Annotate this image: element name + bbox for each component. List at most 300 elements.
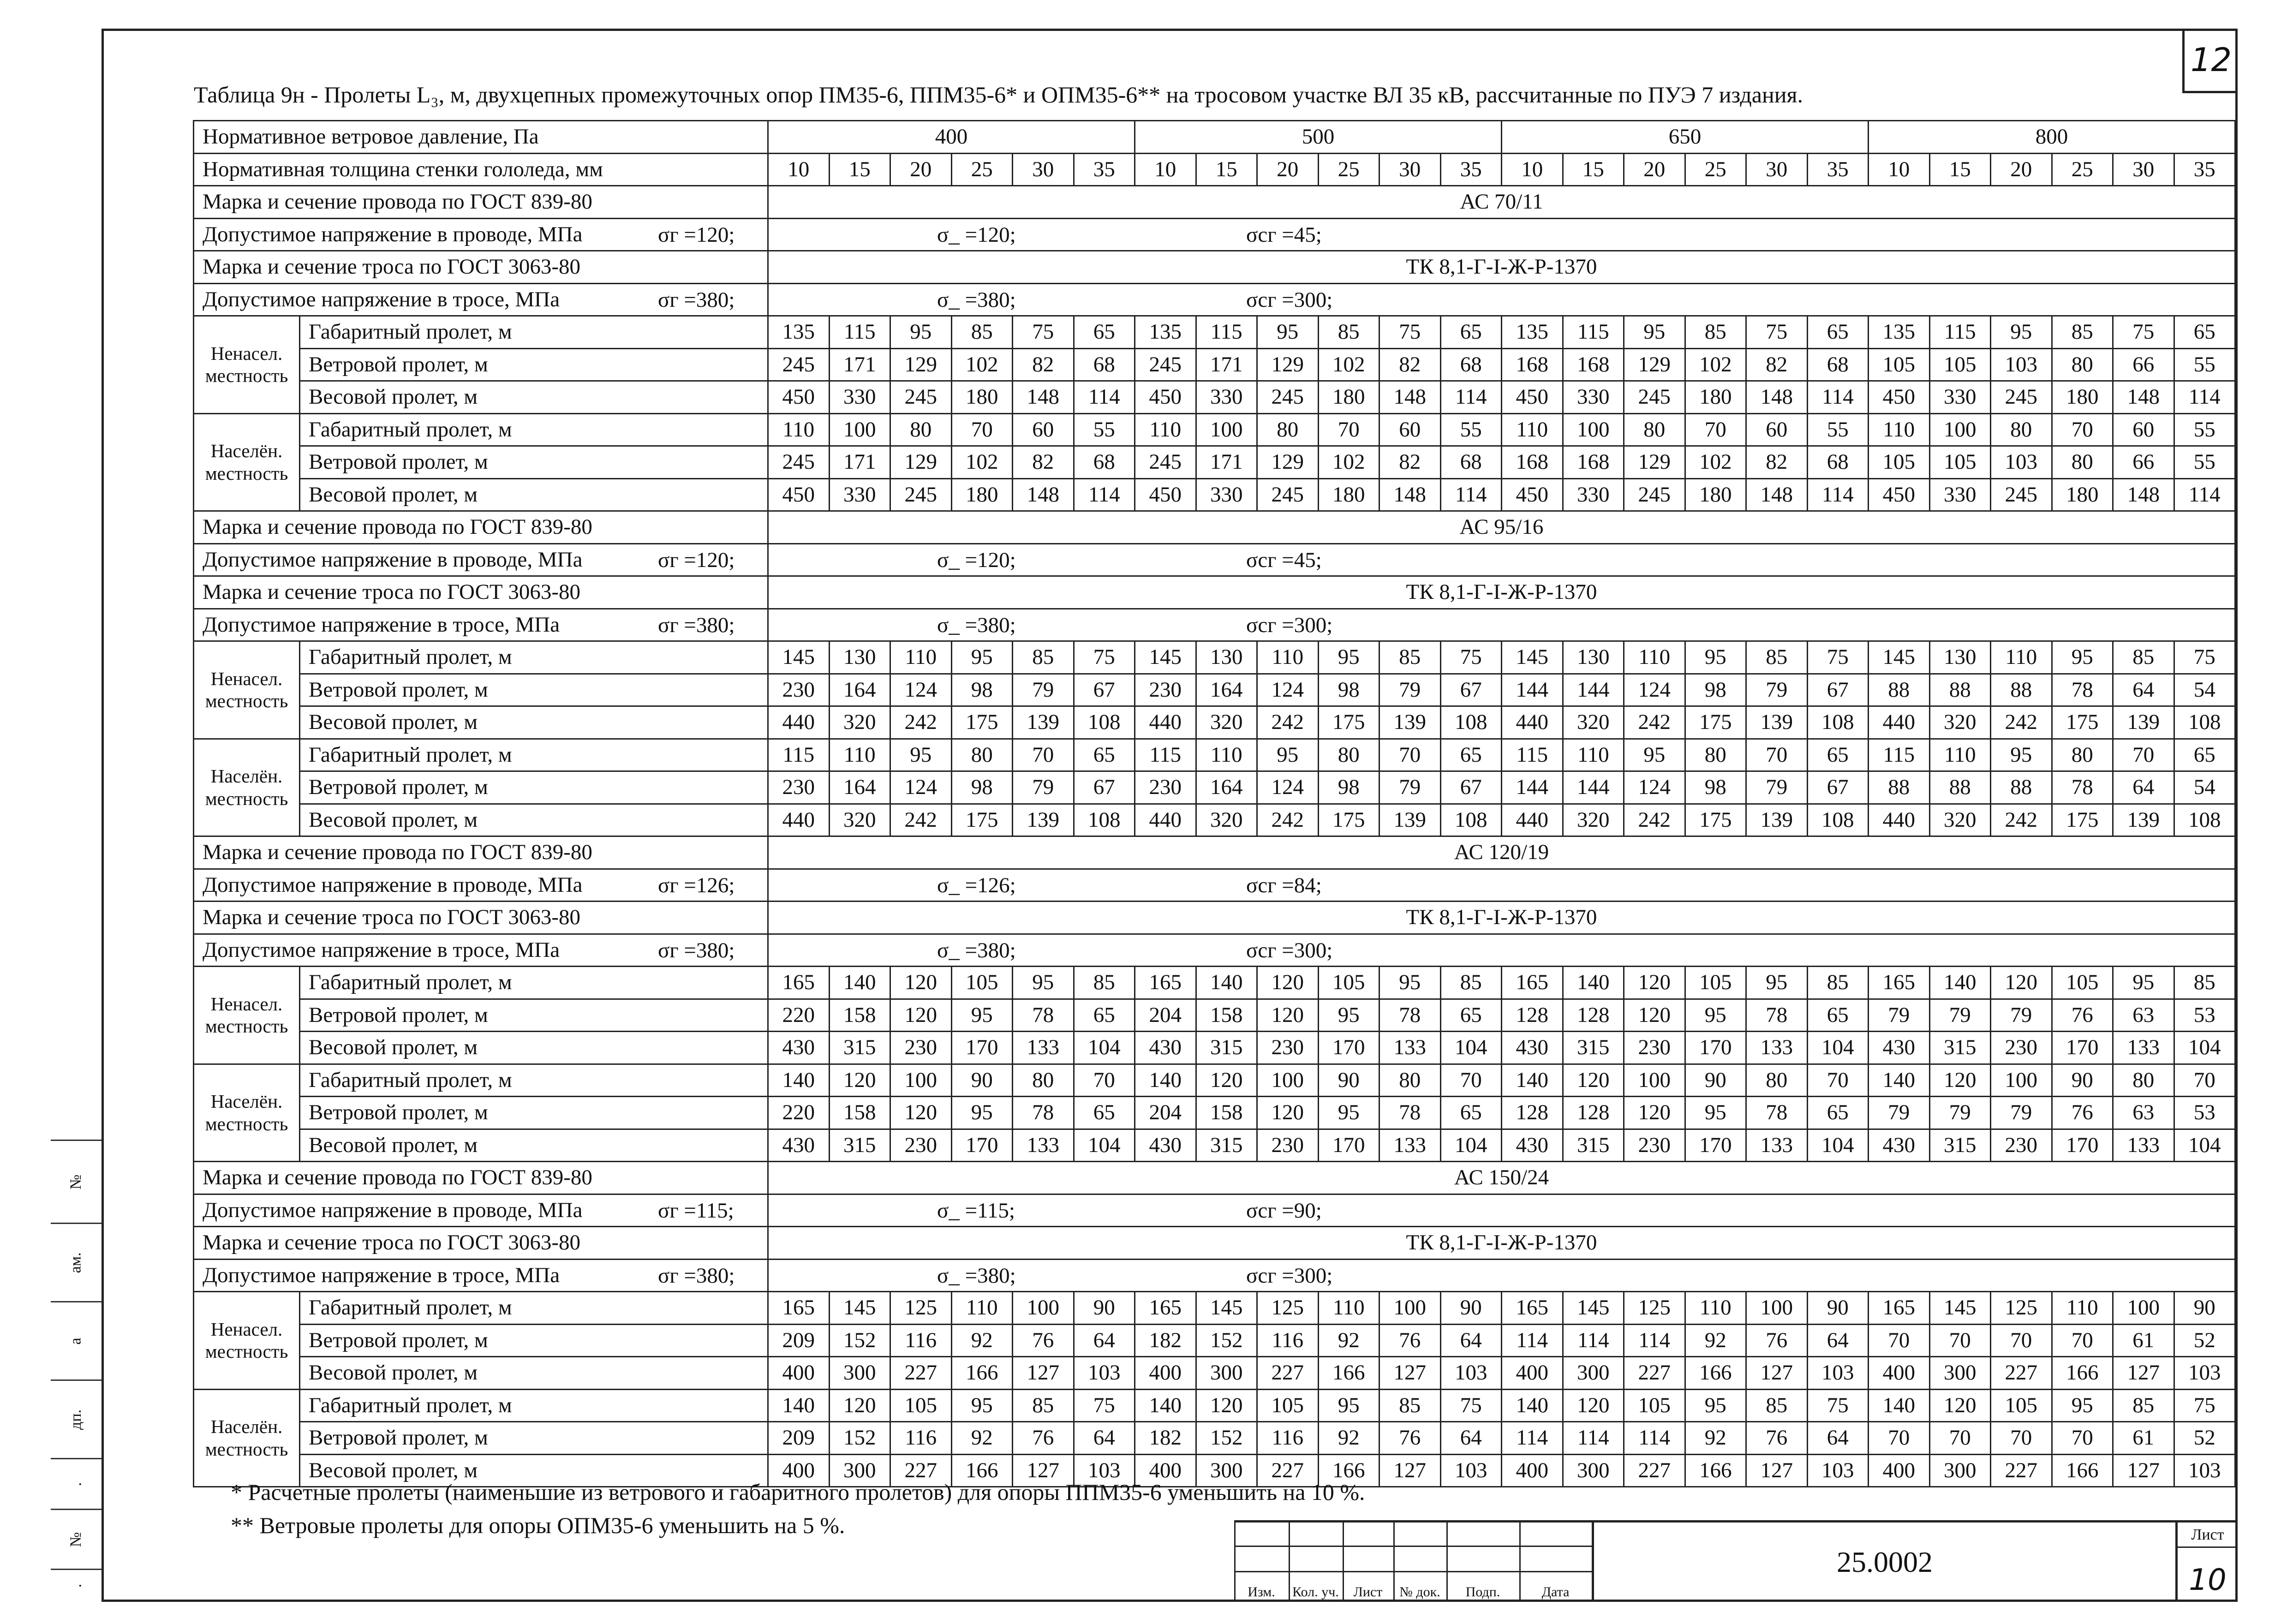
span-value: 79: [1929, 999, 1991, 1032]
span-value: 79: [1869, 1097, 1930, 1129]
span-value: 171: [1196, 348, 1257, 381]
span-value: 140: [1869, 1064, 1930, 1097]
span-value: 164: [829, 771, 890, 804]
span-value: 110: [1685, 1292, 1746, 1325]
span-value: 148: [1746, 381, 1808, 414]
span-row: [194, 413, 2235, 446]
span-value: 180: [951, 381, 1013, 414]
span-value: 245: [890, 381, 952, 414]
span-value: 65: [2174, 739, 2235, 771]
span-value: 76: [1013, 1324, 1074, 1357]
span-value: 148: [1379, 478, 1441, 511]
span-value: 100: [1624, 1064, 1685, 1097]
span-value: 68: [1074, 348, 1135, 381]
span-value: 100: [1196, 413, 1257, 446]
span-value: 227: [1624, 1357, 1685, 1390]
span-value: 70: [2052, 1422, 2113, 1455]
span-type-label: Ветровой пролет, м: [300, 1097, 768, 1129]
span-value: 102: [951, 446, 1013, 479]
span-value: 227: [890, 1357, 952, 1390]
span-row: [194, 674, 2235, 706]
cable-grade-row: [194, 902, 2235, 934]
span-value: 108: [2174, 804, 2235, 836]
stress-value: σсг =84;: [1246, 873, 1322, 898]
footnote: ** Ветровые пролеты для опоры ОПМ35-6 уменьшить на 5 %.: [231, 1512, 845, 1538]
wind-pressure-value: 650: [1502, 121, 1869, 154]
span-value: 230: [1135, 674, 1196, 706]
span-value: 114: [1502, 1324, 1563, 1357]
span-value: 103: [1074, 1454, 1135, 1487]
span-value: 130: [829, 641, 890, 674]
span-type-label: Габаритный пролет, м: [300, 1389, 768, 1422]
span-value: 400: [1869, 1454, 1930, 1487]
span-value: 139: [1379, 804, 1441, 836]
stress-value: σ_ =380;: [937, 613, 1016, 638]
span-value: 127: [2113, 1357, 2174, 1390]
ice-thickness-value: 25: [951, 153, 1013, 186]
span-value: 65: [1440, 739, 1502, 771]
span-value: 140: [1869, 1389, 1930, 1422]
span-value: 100: [1257, 1064, 1319, 1097]
wire-grade-row: [194, 1162, 2235, 1194]
ice-thickness-value: 10: [1869, 153, 1930, 186]
span-value: 125: [1991, 1292, 2052, 1325]
span-value: 100: [829, 413, 890, 446]
span-value: 55: [1807, 413, 1869, 446]
span-value: 79: [1746, 771, 1808, 804]
span-value: 114: [1074, 381, 1135, 414]
span-value: 116: [1257, 1324, 1319, 1357]
span-value: 98: [1685, 674, 1746, 706]
span-value: 85: [1379, 641, 1441, 674]
span-value: 68: [1440, 348, 1502, 381]
span-value: 140: [1502, 1389, 1563, 1422]
span-type-label: Весовой пролет, м: [300, 478, 768, 511]
span-value: 90: [1685, 1064, 1746, 1097]
span-value: 70: [2113, 739, 2174, 771]
span-value: 400: [1502, 1357, 1563, 1390]
span-value: 242: [1257, 804, 1319, 836]
span-value: 105: [1929, 446, 1991, 479]
span-value: 430: [1135, 1032, 1196, 1064]
ice-thickness-value: 20: [1991, 153, 2052, 186]
span-value: 88: [1929, 674, 1991, 706]
margin-cell: [51, 1223, 102, 1301]
span-type-label: Ветровой пролет, м: [300, 999, 768, 1032]
span-value: 108: [1807, 706, 1869, 739]
span-value: 148: [1746, 478, 1808, 511]
span-value: 65: [1807, 999, 1869, 1032]
span-value: 75: [1807, 1389, 1869, 1422]
span-value: 85: [1807, 967, 1869, 999]
span-value: 158: [829, 1097, 890, 1129]
span-value: 60: [1379, 413, 1441, 446]
span-value: 129: [890, 446, 952, 479]
span-row: [194, 1097, 2235, 1129]
cable-grade-row: [194, 576, 2235, 609]
span-value: 165: [1135, 1292, 1196, 1325]
span-value: 230: [768, 771, 830, 804]
span-value: 152: [829, 1422, 890, 1455]
span-value: 90: [1807, 1292, 1869, 1325]
span-value: 108: [1074, 804, 1135, 836]
span-value: 64: [1440, 1422, 1502, 1455]
span-value: 52: [2174, 1324, 2235, 1357]
span-value: 135: [1135, 316, 1196, 349]
span-value: 68: [1440, 446, 1502, 479]
span-value: 227: [890, 1454, 952, 1487]
span-value: 430: [1502, 1032, 1563, 1064]
span-value: 60: [2113, 413, 2174, 446]
span-value: 67: [1440, 674, 1502, 706]
span-value: 80: [1746, 1064, 1808, 1097]
ice-thickness-value: 30: [1746, 153, 1808, 186]
span-value: 95: [1257, 739, 1319, 771]
span-value: 133: [1013, 1129, 1074, 1162]
span-value: 64: [1807, 1422, 1869, 1455]
span-value: 95: [1318, 999, 1379, 1032]
span-value: 320: [1563, 706, 1624, 739]
span-value: 102: [1685, 348, 1746, 381]
span-value: 103: [1807, 1454, 1869, 1487]
span-value: 242: [1257, 706, 1319, 739]
span-value: 76: [2052, 999, 2113, 1032]
span-value: 171: [1196, 446, 1257, 479]
span-value: 300: [829, 1357, 890, 1390]
span-row: [194, 706, 2235, 739]
span-value: 129: [1624, 348, 1685, 381]
area-type-label: Населён. местность: [194, 1064, 300, 1162]
span-value: 120: [1624, 967, 1685, 999]
span-value: 124: [1624, 674, 1685, 706]
margin-label: .: [67, 1482, 84, 1486]
span-value: 114: [2174, 381, 2235, 414]
span-value: 67: [1807, 674, 1869, 706]
span-value: 120: [1196, 1389, 1257, 1422]
span-value: 110: [1257, 641, 1319, 674]
span-value: 104: [1807, 1032, 1869, 1064]
stress-value: σг =120;: [658, 223, 735, 247]
span-value: 145: [1196, 1292, 1257, 1325]
span-type-label: Габаритный пролет, м: [300, 641, 768, 674]
span-value: 158: [829, 999, 890, 1032]
span-value: 95: [1624, 316, 1685, 349]
span-type-label: Габаритный пролет, м: [300, 413, 768, 446]
span-value: 80: [890, 413, 952, 446]
area-type-label: Населён. местность: [194, 739, 300, 836]
span-value: 108: [1074, 706, 1135, 739]
span-value: 120: [1257, 967, 1319, 999]
span-value: 430: [1869, 1129, 1930, 1162]
span-value: 63: [2113, 999, 2174, 1032]
span-value: 175: [1318, 706, 1379, 739]
sheet-cell: [2175, 1522, 2238, 1602]
span-value: 108: [1807, 804, 1869, 836]
span-value: 135: [1502, 316, 1563, 349]
span-value: 300: [1196, 1357, 1257, 1390]
span-value: 110: [1563, 739, 1624, 771]
cable-stress-row: [194, 934, 2235, 967]
cable-grade-label: Марка и сечение троса по ГОСТ 3063-80: [194, 902, 768, 934]
wire-stress-row: [194, 543, 2235, 576]
span-value: 140: [1929, 967, 1991, 999]
span-value: 144: [1502, 674, 1563, 706]
span-value: 90: [1318, 1064, 1379, 1097]
span-value: 105: [1929, 348, 1991, 381]
span-row: [194, 478, 2235, 511]
wire-stress-label: Допустимое напряжение в проводе, МПа: [194, 1194, 768, 1227]
span-value: 245: [1991, 381, 2052, 414]
span-value: 65: [1074, 1097, 1135, 1129]
span-value: 180: [1685, 478, 1746, 511]
margin-cell: [51, 1458, 102, 1509]
span-value: 129: [1257, 446, 1319, 479]
span-value: 82: [1013, 446, 1074, 479]
span-value: 120: [1929, 1389, 1991, 1422]
span-value: 400: [768, 1357, 830, 1390]
span-value: 164: [1196, 674, 1257, 706]
span-value: 165: [768, 1292, 830, 1325]
span-value: 320: [1196, 706, 1257, 739]
span-value: 164: [829, 674, 890, 706]
ice-thickness-value: 30: [1013, 153, 1074, 186]
cable-grade-row: [194, 251, 2235, 284]
span-value: 400: [1135, 1454, 1196, 1487]
span-value: 170: [1318, 1129, 1379, 1162]
span-value: 75: [2113, 316, 2174, 349]
span-value: 148: [2113, 478, 2174, 511]
span-value: 70: [1013, 739, 1074, 771]
span-row: [194, 381, 2235, 414]
span-value: 130: [1929, 641, 1991, 674]
span-value: 164: [1196, 771, 1257, 804]
cable-grade-value: ТК 8,1-Г-I-Ж-Р-1370: [768, 251, 2235, 284]
ice-thickness-value: 35: [1074, 153, 1135, 186]
span-value: 53: [2174, 999, 2235, 1032]
span-value: 79: [1746, 674, 1808, 706]
span-value: 115: [768, 739, 830, 771]
span-value: 139: [1746, 804, 1808, 836]
span-value: 148: [2113, 381, 2174, 414]
span-value: 330: [1929, 381, 1991, 414]
span-value: 98: [1318, 674, 1379, 706]
span-value: 70: [1991, 1324, 2052, 1357]
span-value: 65: [1074, 999, 1135, 1032]
span-value: 105: [1685, 967, 1746, 999]
span-value: 67: [1807, 771, 1869, 804]
span-value: 152: [829, 1324, 890, 1357]
stress-values: [658, 283, 2235, 316]
span-value: 80: [2052, 446, 2113, 479]
span-value: 80: [2052, 739, 2113, 771]
span-value: 85: [1746, 641, 1808, 674]
span-value: 95: [1991, 739, 2052, 771]
span-value: 124: [1257, 674, 1319, 706]
margin-cell: [51, 1140, 102, 1223]
span-value: 70: [2052, 413, 2113, 446]
span-value: 70: [1869, 1324, 1930, 1357]
stress-value: σг =380;: [658, 288, 735, 312]
span-value: 128: [1563, 1097, 1624, 1129]
span-value: 85: [1318, 316, 1379, 349]
cable-grade-row: [194, 1227, 2235, 1260]
stress-value: σ_ =126;: [937, 873, 1016, 898]
span-value: 230: [1135, 771, 1196, 804]
span-value: 98: [951, 771, 1013, 804]
span-value: 75: [1074, 1389, 1135, 1422]
span-value: 139: [1013, 706, 1074, 739]
span-row: [194, 739, 2235, 771]
span-value: 166: [2052, 1357, 2113, 1390]
wire-grade-value: АС 150/24: [768, 1162, 2235, 1194]
span-value: 88: [1929, 771, 1991, 804]
span-value: 144: [1502, 771, 1563, 804]
span-value: 70: [1685, 413, 1746, 446]
cable-grade-label: Марка и сечение троса по ГОСТ 3063-80: [194, 1227, 768, 1260]
span-value: 300: [1563, 1454, 1624, 1487]
span-value: 129: [1257, 348, 1319, 381]
span-value: 103: [1440, 1454, 1502, 1487]
span-value: 105: [1869, 348, 1930, 381]
stress-value: σг =126;: [658, 873, 735, 898]
span-value: 100: [1746, 1292, 1808, 1325]
span-value: 171: [829, 348, 890, 381]
stress-value: σ_ =380;: [937, 288, 1016, 312]
span-value: 108: [2174, 706, 2235, 739]
span-value: 242: [1624, 804, 1685, 836]
span-value: 135: [768, 316, 830, 349]
span-value: 102: [951, 348, 1013, 381]
stress-value: σ_ =380;: [937, 938, 1016, 963]
span-value: 105: [1624, 1389, 1685, 1422]
span-value: 128: [1502, 999, 1563, 1032]
span-value: 166: [951, 1357, 1013, 1390]
span-value: 85: [1013, 641, 1074, 674]
span-value: 120: [1929, 1064, 1991, 1097]
span-value: 80: [1257, 413, 1319, 446]
span-value: 170: [2052, 1129, 2113, 1162]
cable-stress-row: [194, 283, 2235, 316]
span-value: 166: [2052, 1454, 2113, 1487]
span-value: 145: [1869, 641, 1930, 674]
span-value: 148: [1013, 381, 1074, 414]
margin-cell: [51, 1301, 102, 1379]
span-value: 124: [890, 674, 952, 706]
span-value: 330: [829, 478, 890, 511]
sheet-label: Лист: [2178, 1526, 2238, 1548]
cable-stress-label: Допустимое напряжение в тросе, МПа: [194, 934, 768, 967]
ice-thickness-value: 15: [829, 153, 890, 186]
ice-thickness-value: 30: [2113, 153, 2174, 186]
span-value: 170: [2052, 1032, 2113, 1064]
span-value: 70: [951, 413, 1013, 446]
stress-value: σсг =300;: [1246, 288, 1333, 312]
span-value: 242: [1991, 804, 2052, 836]
span-value: 90: [951, 1064, 1013, 1097]
span-type-label: Габаритный пролет, м: [300, 1064, 768, 1097]
span-value: 79: [1013, 674, 1074, 706]
span-value: 430: [1502, 1129, 1563, 1162]
span-value: 140: [768, 1389, 830, 1422]
span-type-label: Ветровой пролет, м: [300, 674, 768, 706]
wind-pressure-value: 800: [1869, 121, 2235, 154]
span-value: 145: [829, 1292, 890, 1325]
span-value: 320: [1929, 706, 1991, 739]
stress-value: σ_ =120;: [937, 548, 1016, 573]
span-value: 315: [829, 1129, 890, 1162]
ice-thickness-value: 25: [1318, 153, 1379, 186]
wire-grade-value: АС 120/19: [768, 836, 2235, 869]
ice-thickness-label: Нормативная толщина стенки гололеда, мм: [194, 153, 768, 186]
span-value: 430: [1135, 1129, 1196, 1162]
span-value: 115: [1929, 316, 1991, 349]
cable-grade-label: Марка и сечение троса по ГОСТ 3063-80: [194, 251, 768, 284]
span-value: 114: [1807, 381, 1869, 414]
span-value: 330: [1563, 381, 1624, 414]
span-value: 139: [1013, 804, 1074, 836]
span-value: 114: [1807, 478, 1869, 511]
span-value: 65: [1807, 739, 1869, 771]
span-value: 140: [829, 967, 890, 999]
span-value: 400: [768, 1454, 830, 1487]
title-block: [1234, 1520, 2238, 1602]
span-value: 330: [1196, 478, 1257, 511]
span-value: 145: [768, 641, 830, 674]
span-value: 127: [1379, 1454, 1441, 1487]
stamp-col-label: Изм.: [1248, 1584, 1275, 1600]
ice-thickness-value: 20: [1257, 153, 1319, 186]
span-value: 78: [1379, 1097, 1441, 1129]
span-value: 105: [1318, 967, 1379, 999]
span-value: 68: [1074, 446, 1135, 479]
span-value: 227: [1257, 1454, 1319, 1487]
span-value: 133: [2113, 1129, 2174, 1162]
span-value: 182: [1135, 1324, 1196, 1357]
span-value: 125: [1257, 1292, 1319, 1325]
span-value: 64: [1074, 1422, 1135, 1455]
span-value: 110: [2052, 1292, 2113, 1325]
span-value: 65: [1440, 999, 1502, 1032]
span-value: 450: [1502, 381, 1563, 414]
span-value: 440: [1869, 804, 1930, 836]
span-value: 54: [2174, 674, 2235, 706]
span-value: 135: [1869, 316, 1930, 349]
span-value: 115: [1502, 739, 1563, 771]
span-value: 165: [1502, 967, 1563, 999]
span-value: 114: [1563, 1324, 1624, 1357]
span-value: 110: [1991, 641, 2052, 674]
span-value: 102: [1685, 446, 1746, 479]
span-value: 330: [1563, 478, 1624, 511]
span-value: 82: [1013, 348, 1074, 381]
span-type-label: Габаритный пролет, м: [300, 739, 768, 771]
span-value: 227: [1257, 1357, 1319, 1390]
span-value: 209: [768, 1422, 830, 1455]
ice-thickness-value: 10: [768, 153, 830, 186]
span-value: 110: [829, 739, 890, 771]
span-value: 65: [1807, 1097, 1869, 1129]
span-value: 95: [2113, 967, 2174, 999]
span-value: 330: [1196, 381, 1257, 414]
span-value: 85: [2174, 967, 2235, 999]
span-value: 230: [1991, 1129, 2052, 1162]
span-value: 245: [1257, 381, 1319, 414]
span-value: 133: [1746, 1032, 1808, 1064]
span-value: 100: [1379, 1292, 1441, 1325]
span-value: 103: [1440, 1357, 1502, 1390]
span-value: 242: [1624, 706, 1685, 739]
cable-grade-value: ТК 8,1-Г-I-Ж-Р-1370: [768, 1227, 2235, 1260]
